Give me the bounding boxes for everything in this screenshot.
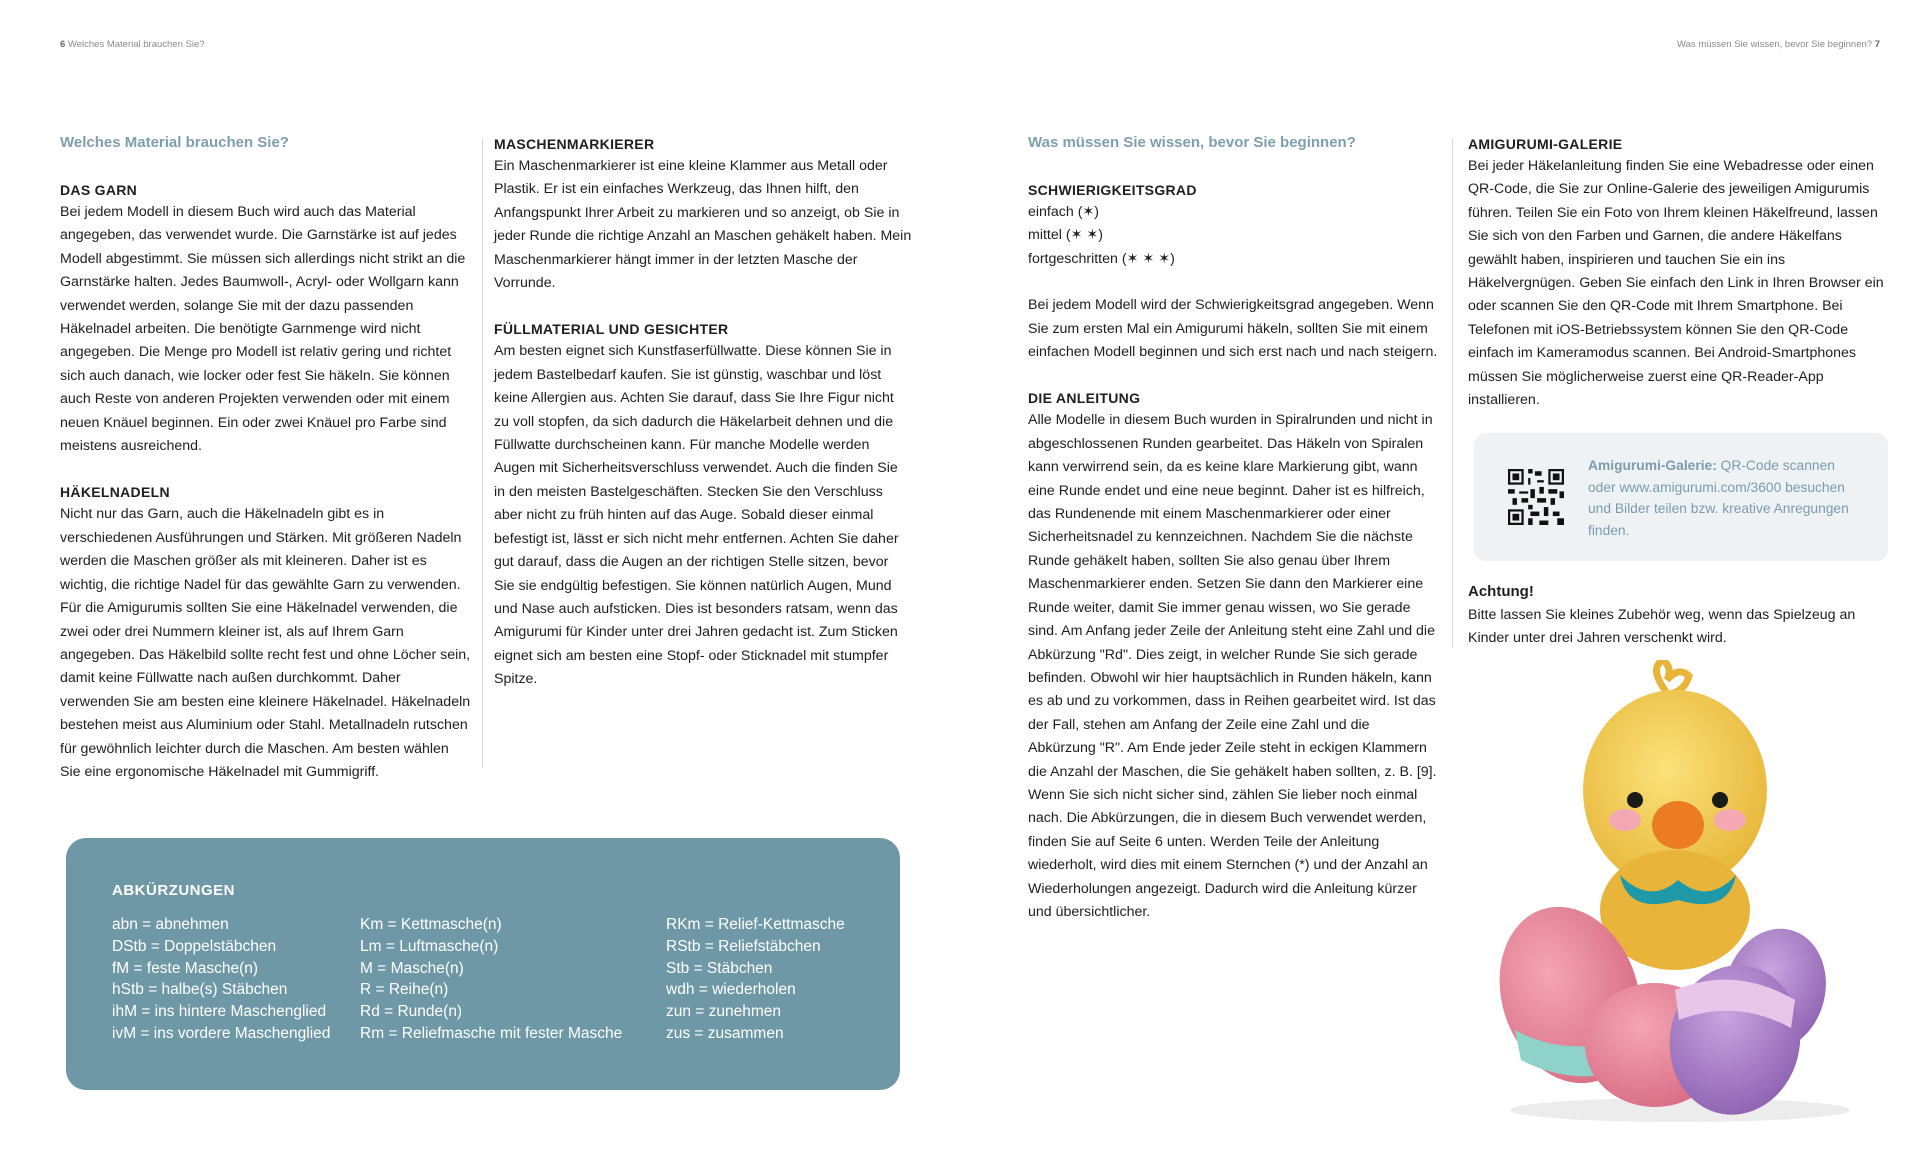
left-page-header	[60, 39, 205, 50]
abbreviation-item: M = Masche(n)	[360, 959, 464, 977]
page-number-right: 7	[1874, 39, 1880, 50]
text-galerie: Bei jeder Häkelanleitung finden Sie eine Webadresse oder einen QR-Code, die Sie zur Online-Galerie des jeweiligen Amigurumis führen. Teilen Sie ein Foto von Ihrem kleinen Häkelfreund, lassen Sie sich von den Farben und Garnen, die andere Häkelfans gewählt haben, inspirieren und tauchen Sie ein ins Häkelvergnügen. Geben Sie einfach den Link in Ihren Browser ein oder scannen Sie den QR-Code mit Ihrem Smartphone. Bei Telefonen mit iOS-Betriebssystem können Sie den QR-Code einfach im Kameramodus scannen. Bei Android-Smartphones müssen Sie möglicherweise zuerst eine QR-Reader-App installieren.	[1468, 158, 1884, 409]
right-page-header	[1677, 39, 1880, 50]
abbreviation-item: DStb = Doppelstäbchen	[112, 937, 277, 955]
abbreviation-item: Rm = Reliefmasche mit fester Masche	[360, 1024, 623, 1042]
abbreviation-item: R = Reihe(n)	[360, 981, 449, 999]
abbreviation-item: Rd = Runde(n)	[360, 1003, 463, 1021]
column-divider	[1452, 138, 1453, 648]
section-title-left: Welches Material brauchen Sie?	[60, 134, 289, 151]
column-schwierigkeit-anleitung	[1028, 133, 1438, 924]
abbreviation-item: fM = feste Masche(n)	[112, 959, 259, 977]
gallery-info-label: Amigurumi-Galerie:	[1588, 458, 1717, 473]
gallery-info-box	[1474, 433, 1888, 561]
difficulty-levels	[1028, 201, 1438, 271]
gallery-info-text	[1588, 455, 1858, 541]
warning-text: Bitte lassen Sie kleines Zubehör weg, wenn das Spielzeug an Kinder unter drei Jahren verschenkt wird.	[1468, 607, 1856, 646]
abbreviation-item: hStb = halbe(s) Stäbchen	[112, 981, 288, 999]
abbreviation-item: ivM = ins vordere Maschenglied	[112, 1024, 331, 1042]
text-anleitung: Alle Modelle in diesem Buch wurden in Spiralrunden und nicht in abgeschlossenen Runden gearbeitet. Das Häkeln von Spiralen kann verwirrend sein, da es keine klare Markierung gibt, wann eine Runde endet und eine neue beginnt. Daher ist es hilfreich, das Rundenende mit einem Maschenmarkierer oder einer Sicherheitsnadel zu kennzeichnen. Nachdem Sie die nächste Runde gehäkelt haben, sollten Sie also genau über Ihrem Maschenmarkierer enden. Setzen Sie dann den Markierer eine Runde weiter, damit Sie immer genau wissen, wo Sie gerade sind. Am Anfang jeder Zeile der Anleitung steht eine Zahl und die Abkürzung "Rd". Dies zeigt, in welcher Runde Sie sich gerade befinden. Obwohl wir hier hauptsächlich in Runden häkeln, kann es ab und zu vorkommen, dass in Reihen gearbeitet wird. Ist das der Fall, stehen am Anfang der Zeile eine Zahl und die Abkürzung "R". Am Ende jeder Zeile steht in eckigen Klammern die Anzahl der Maschen, die Sie gehäkelt haben sollten, z. B. [9]. Wenn Sie sich nicht sicher sind, zählen Sie lieber noch einmal nach. Die Abkürzungen, die in diesem Buch verwendet werden, finden Sie auf Seite 6 unten. Werden Teile der Anleitung wiederholt, wird dies mit einem Sternchen (*) und der Anzahl an Wiederholungen angezeigt. Dadurch wird die Anleitung kürzer und übersichtlicher.	[1028, 412, 1437, 920]
abbreviation-item: wdh = wiederholen	[666, 981, 796, 999]
running-title-left: Welches Material brauchen Sie?	[67, 39, 205, 50]
abbreviation-item: zun = zunehmen	[666, 1003, 782, 1021]
abbreviation-item: Km = Kettmasche(n)	[360, 916, 502, 933]
heading-galerie: AMIGURUMI-GALERIE	[1468, 136, 1623, 152]
abbreviations-column-2	[360, 914, 622, 1045]
column-divider	[482, 138, 483, 768]
heading-fuellmaterial: FÜLLMATERIAL UND GESICHTER	[494, 321, 729, 338]
heading-haekelnadeln: HÄKELNADELN	[60, 484, 170, 501]
text-garn: Bei jedem Modell in diesem Buch wird auch das Material angegeben, das verwendet wurde. Die Garnstärke ist auf jedes Modell abgestimmt. Sie müssen sich allerdings nicht strikt an die Garnstärke halten. Jedes Baumwoll-, Acryl- oder Wollgarn kann verwendet werden, solange Sie mit der dazu passenden Häkelnadel arbeiten. Die benötigte Garnmenge wird nicht angegeben. Die Menge pro Modell ist relativ gering und richtet sich auch danach, wie locker oder fest Sie häkeln. Sie können auch Reste von anderen Projekten verwenden oder mit einem neuen Knäuel beginnen. Ein oder zwei Knäuel pro Farbe sind meistens ausreichend.	[60, 204, 466, 455]
crochet-chick-photo	[1470, 660, 1890, 1130]
column-garn-nadeln	[60, 133, 472, 784]
difficulty-level: fortgeschritten (✶ ✶ ✶)	[1028, 250, 1175, 267]
abbreviations-column-1	[112, 914, 330, 1045]
qr-code-icon[interactable]	[1508, 469, 1564, 525]
abbreviation-item: RKm = Relief-Kettmasche	[666, 916, 845, 933]
running-title-right: Was müssen Sie wissen, bevor Sie beginnen?	[1677, 39, 1873, 50]
abbreviations-column-3	[666, 914, 845, 1045]
heading-maschenmarkierer: MASCHENMARKIERER	[494, 136, 655, 152]
heading-garn: DAS GARN	[60, 182, 138, 198]
difficulty-level: einfach (✶)	[1028, 204, 1100, 220]
abbreviation-item: Lm = Luftmasche(n)	[360, 937, 499, 955]
abbreviation-item: Stb = Stäbchen	[666, 959, 773, 977]
heading-anleitung: DIE ANLEITUNG	[1028, 390, 1141, 407]
abbreviations-box	[66, 838, 900, 1090]
heading-schwierigkeitsgrad: SCHWIERIGKEITSGRAD	[1028, 182, 1197, 198]
warning-title: Achtung!	[1468, 583, 1534, 600]
abbreviation-item: zus = zusammen	[666, 1024, 784, 1042]
difficulty-level: mittel (✶ ✶)	[1028, 227, 1104, 244]
gallery-info-body: QR-Code scannen oder www.amigurumi.com/3600 besuchen und Bilder teilen bzw. kreative Anregungen finden.	[1588, 458, 1849, 538]
text-schwierigkeitsgrad: Bei jedem Modell wird der Schwierigkeitsgrad angegeben. Wenn Sie zum ersten Mal ein Amigurumi häkeln, sollten Sie mit einem einfachen Modell beginnen und sich erst nach und nach steigern.	[1028, 297, 1438, 361]
section-title-right: Was müssen Sie wissen, bevor Sie beginnen?	[1028, 134, 1356, 151]
page-number-left: 6	[60, 39, 66, 50]
text-fuellmaterial: Am besten eignet sich Kunstfaserfüllwatte. Diese können Sie in jedem Bastelbedarf kaufen. Sie ist günstig, waschbar und löst keine Allergien aus. Achten Sie darauf, dass Sie Ihre Figur nicht zu voll stopfen, da sich dadurch die Häkelarbeit dehnen und die Füllwatte durchscheinen kann. Für manche Modelle werden Augen mit Sicherheitsverschluss verwendet. Auch die finden Sie in den meisten Bastelgeschäften. Stecken Sie den Verschluss aber nicht zu früh hinten auf das Auge. Sobald dieser einmal befestigt ist, lässt er sich nicht mehr entfernen. Achten Sie daher gut darauf, dass die Augen an der richtigen Stelle sitzen, bevor Sie sie endgültig befestigen. Sie können natürlich Augen, Mund und Nase auch aufsticken. Dies ist besonders ratsam, wenn das Amigurumi für Kinder unter drei Jahren gedacht ist. Zum Sticken eignet sich am besten eine Stopf- oder Sticknadel mit stumpfer Spitze.	[494, 343, 899, 688]
abbreviation-item: abn = abnehmen	[112, 916, 229, 933]
abbreviations-title: ABKÜRZUNGEN	[112, 882, 235, 899]
text-haekelnadeln: Nicht nur das Garn, auch die Häkelnadeln gibt es in verschiedenen Ausführungen und Stärken. Mit größeren Nadeln werden die Maschen größer als mit kleineren. Daher ist es wichtig, die richtige Nadel für das gewählte Garn zu verwenden. Für die Amigurumis sollten Sie eine Häkelnadel verwenden, die zwei oder drei Nummern kleiner ist, als auf Ihrem Garn angegeben. Das Häkelbild sollte recht fest und ohne Löcher sein, damit keine Füllwatte nach außen durchkommt. Daher verwenden Sie am besten eine kleinere Häkelnadel. Häkelnadeln bestehen meist aus Aluminium oder Stahl. Metallnadeln rutschen für gewöhnlich leichter durch die Maschen. Am besten wählen Sie eine ergonomische Häkelnadel mit Gummigriff.	[60, 506, 471, 780]
abbreviation-item: RStb = Reliefstäbchen	[666, 937, 821, 955]
text-maschenmarkierer: Ein Maschenmarkierer ist eine kleine Klammer aus Metall oder Plastik. Er ist ein einfaches Werkzeug, das Ihnen hilft, den Anfangspunkt Ihrer Arbeit zu markieren und so anzeigt, ob Sie in jeder Runde die richtige Anzahl an Maschen gehäkelt haben. Mein Maschenmarkierer hängt immer in der letzten Masche der Vorrunde.	[494, 158, 912, 292]
column-galerie	[1468, 133, 1885, 412]
abbreviation-item: ihM = ins hintere Maschenglied	[112, 1003, 327, 1021]
column-markierer-fuellmaterial	[494, 133, 912, 692]
